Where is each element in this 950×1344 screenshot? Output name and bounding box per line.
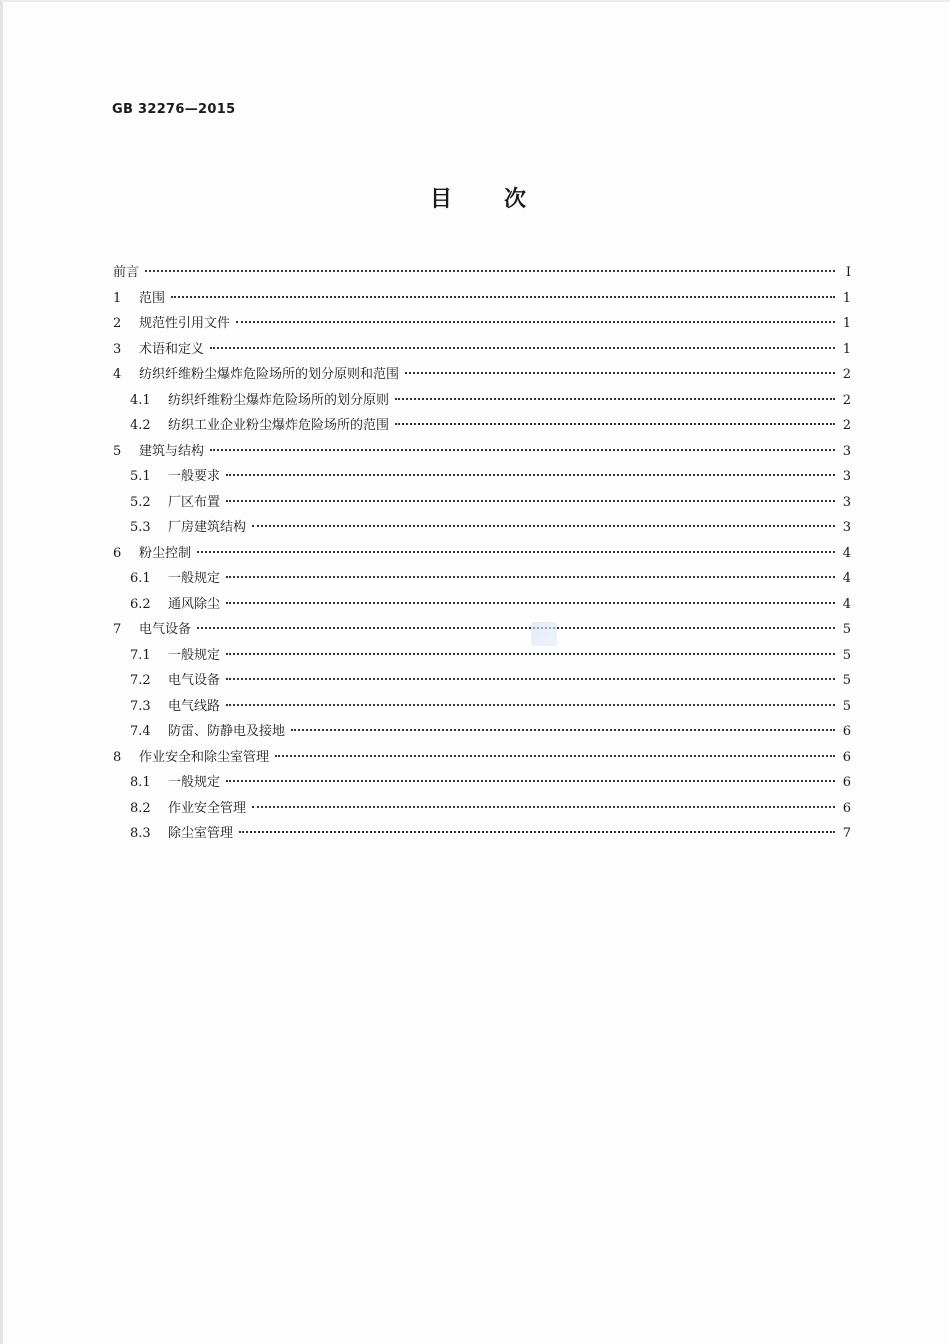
toc-entry-label: 电气设备 [168,673,221,688]
toc-entry-number: 7.1 [130,647,151,663]
toc-dot-leader [275,755,835,757]
toc-entry[interactable] [113,413,851,439]
toc-entry-page: Ⅰ [845,265,851,280]
toc-entry-number: 5.2 [130,494,151,510]
toc-dot-leader [171,296,835,298]
toc-dot-leader [145,270,835,272]
toc-entry-page: 3 [842,494,851,510]
toc-entry-number: 4.2 [130,418,151,433]
toc-entry-number: 7 [113,622,122,637]
toc-entry[interactable] [113,260,851,286]
toc-entry-page: 7 [842,826,851,841]
toc-dot-leader [226,780,835,782]
toc-entry-label: 一般规定 [168,647,221,663]
toc-entry-label: 通风除尘 [168,596,221,612]
toc-entry-label: 一般规定 [168,571,221,586]
toc-entry-page: 1 [842,290,851,306]
toc-entry[interactable] [113,286,851,312]
page-title: 目次 [429,187,578,212]
toc-dot-leader [210,347,835,349]
toc-dot-leader [395,398,835,400]
toc-entry-page: 2 [842,392,851,408]
toc-entry[interactable] [113,694,851,720]
toc-entry-number: 2 [113,316,122,331]
toc-entry-page: 1 [842,341,851,357]
toc-entry-number: 4 [113,367,122,382]
toc-entry-number: 3 [113,341,122,357]
toc-entry-number: 1 [113,290,122,306]
table-of-contents [113,260,851,847]
toc-entry-page: 6 [842,800,851,816]
toc-entry-page: 5 [842,622,851,637]
toc-entry[interactable] [113,643,851,669]
toc-entry-label: 作业安全管理 [168,800,247,816]
toc-entry[interactable] [113,770,851,796]
toc-entry[interactable] [113,337,851,363]
toc-entry-number: 7.4 [130,724,151,739]
toc-entry-page: 4 [842,545,851,561]
toc-entry-label: 电气线路 [168,698,221,714]
toc-entry[interactable] [113,541,851,567]
toc-entry-number: 6.1 [130,571,151,586]
toc-entry-page: 6 [842,775,851,790]
toc-entry-label: 纺织纤维粉尘爆炸危险场所的划分原则和范围 [139,367,400,382]
toc-entry-label: 防雷、防静电及接地 [168,724,286,739]
toc-entry-label: 一般规定 [168,775,221,790]
toc-entry[interactable] [113,490,851,516]
toc-entry-number: 5.1 [130,469,151,484]
toc-dot-leader [226,678,835,680]
toc-entry-label: 纺织纤维粉尘爆炸危险场所的划分原则 [168,392,390,408]
toc-entry-label: 厂房建筑结构 [168,520,247,535]
toc-entry[interactable] [113,566,851,592]
toc-entry-number: 6.2 [130,596,151,612]
toc-entry-page: 4 [842,571,851,586]
toc-entry[interactable] [113,668,851,694]
toc-dot-leader [197,627,835,629]
toc-entry-number: 5.3 [130,520,151,535]
toc-entry-page: 2 [842,367,851,382]
toc-entry[interactable] [113,439,851,465]
toc-dot-leader [226,653,835,655]
toc-entry-number: 7.3 [130,698,151,714]
toc-entry-page: 6 [842,749,851,765]
toc-entry[interactable] [113,362,851,388]
toc-entry-page: 3 [842,443,851,459]
toc-entry-label: 术语和定义 [139,341,205,357]
toc-entry-label: 除尘室管理 [168,826,234,841]
toc-dot-leader [226,704,835,706]
toc-entry-label: 粉尘控制 [139,545,192,561]
toc-entry-number: 8.1 [130,775,151,790]
toc-dot-leader [226,602,835,604]
toc-entry-page: 2 [842,418,851,433]
toc-entry-page: 1 [842,316,851,331]
document-code: GB 32276—2015 [112,102,236,117]
toc-entry-label: 范围 [139,290,166,306]
toc-entry-label: 前言 [113,265,140,280]
toc-entry[interactable] [113,311,851,337]
toc-dot-leader [252,806,835,808]
toc-dot-leader [226,576,835,578]
toc-entry-page: 5 [842,673,851,688]
toc-entry-page: 3 [842,520,851,535]
toc-entry-label: 规范性引用文件 [139,316,231,331]
toc-entry-page: 5 [842,647,851,663]
toc-entry-label: 电气设备 [139,622,192,637]
toc-entry[interactable] [113,464,851,490]
toc-entry-number: 7.2 [130,673,151,688]
toc-dot-leader [405,372,835,374]
toc-entry-label: 一般要求 [168,469,221,484]
toc-dot-leader [197,551,835,553]
toc-dot-leader [226,500,835,502]
toc-entry-label: 纺织工业企业粉尘爆炸危险场所的范围 [168,418,390,433]
toc-dot-leader [395,423,835,425]
toc-entry[interactable] [113,592,851,618]
toc-entry-label: 作业安全和除尘室管理 [139,749,270,765]
toc-entry[interactable] [113,388,851,414]
toc-entry-page: 6 [842,724,851,739]
toc-entry[interactable] [113,821,851,847]
toc-entry-number: 4.1 [130,392,151,408]
toc-dot-leader [239,831,835,833]
toc-dot-leader [236,321,835,323]
toc-entry[interactable] [113,745,851,771]
toc-entry[interactable] [113,796,851,822]
toc-dot-leader [291,729,835,731]
toc-entry-label: 建筑与结构 [139,443,205,459]
toc-entry-label: 厂区布置 [168,494,221,510]
toc-entry-number: 8 [113,749,122,765]
toc-entry-number: 6 [113,545,122,561]
toc-entry[interactable] [113,719,851,745]
toc-entry-number: 5 [113,443,122,459]
toc-entry-page: 4 [842,596,851,612]
watermark-logo-icon [531,622,557,646]
toc-entry[interactable] [113,617,851,643]
toc-entry[interactable] [113,515,851,541]
toc-dot-leader [252,525,835,527]
toc-entry-number: 8.2 [130,800,151,816]
toc-entry-number: 8.3 [130,826,151,841]
toc-entry-page: 3 [842,469,851,484]
toc-dot-leader [210,449,835,451]
toc-entry-page: 5 [842,698,851,714]
toc-dot-leader [226,474,835,476]
